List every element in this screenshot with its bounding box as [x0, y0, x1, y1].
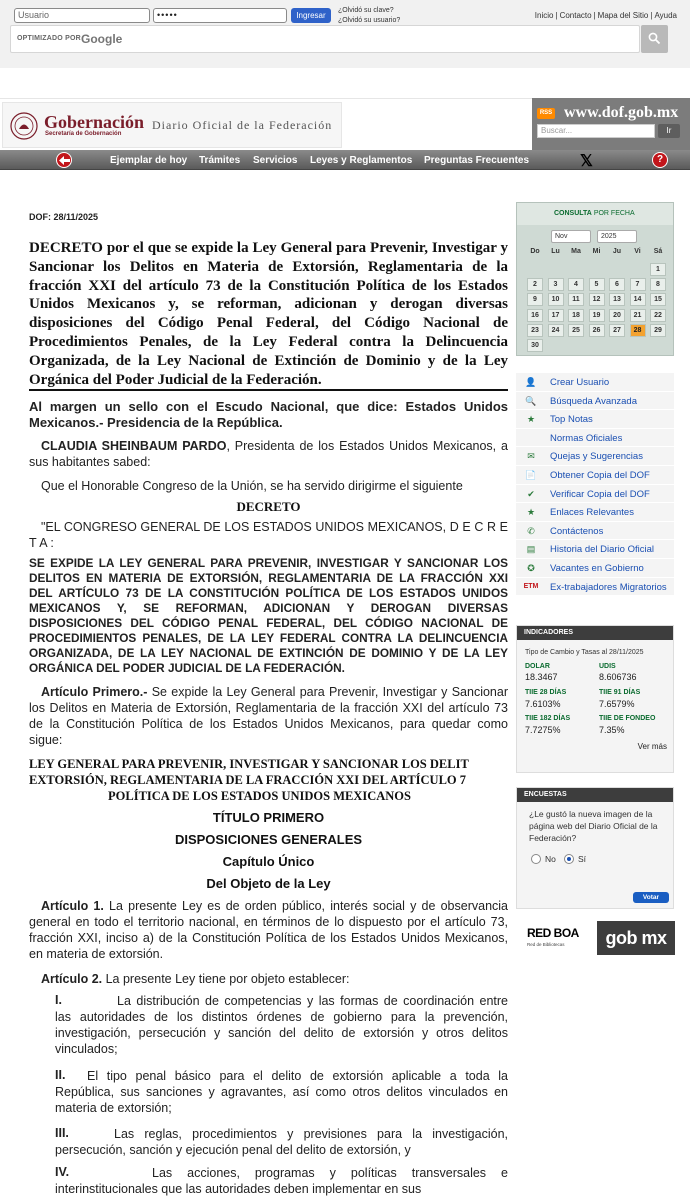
nav-servicios[interactable]: Servicios — [253, 155, 298, 166]
calendar-day[interactable]: 12 — [589, 293, 605, 306]
capitulo-unico: Capítulo Único — [222, 854, 315, 869]
calendar-day[interactable]: 5 — [589, 278, 605, 291]
sello-paragraph: Al margen un sello con el Escudo Nacional, que dice: Estados Unidos Mexicanos.- Presidencia de la República. — [29, 399, 508, 430]
dof-date: DOF: 28/11/2025 — [29, 212, 99, 222]
google-search-input[interactable] — [10, 25, 640, 53]
sidebar-link-label: Normas Oficiales — [550, 432, 623, 444]
indicator-label: DOLAR — [525, 663, 550, 670]
list-item: La distribución de competencias y las formas de coordinación entre las autoridades de los distintos órdenes de gobierno para la prevención, investigación, persecución y sanción del delito de extorsión y otros delitos vinculados; — [55, 994, 508, 1056]
articulo-1-text: La presente Ley es de orden público, interés social y de observancia general en todo el territorio nacional, en términos de lo dispuesto por el artículo 73, fracción XXI, inciso a) de la Constitución Política de los Estados Unidos Mexicanos, en materia de extorsión. — [29, 899, 508, 961]
indicator-value: 7.7275% — [525, 725, 561, 735]
encuestas-box — [516, 787, 674, 909]
star-icon: ★ — [526, 414, 536, 425]
x-social-icon[interactable]: 𝕏 — [580, 153, 593, 170]
item-number: I. — [55, 993, 62, 1007]
toplink-mapa[interactable]: Mapa del Sitio — [597, 11, 649, 20]
redboa-subtitle: Red de Bibliotecas — [527, 942, 565, 947]
presidenta-text: , Presidenta de los Estados Unidos Mexicanos, a sus habitantes sabed: — [29, 439, 508, 469]
national-seal-icon — [10, 112, 38, 140]
calendar-day[interactable]: 22 — [650, 309, 666, 322]
indicator-value: 7.35% — [599, 725, 625, 735]
calendar-title — [554, 210, 635, 217]
objeto-ley: Del Objeto de la Ley — [206, 876, 331, 891]
articulo-2-label: Artículo 2. — [41, 972, 103, 986]
blank-icon — [524, 432, 538, 444]
sidebar-link-label: Top Notas — [550, 414, 593, 426]
radio-si[interactable] — [564, 854, 574, 864]
month-select[interactable]: Nov — [551, 230, 591, 243]
history-icon: ▤ — [526, 544, 536, 555]
title-divider — [29, 389, 508, 391]
calendar-day[interactable]: 19 — [589, 309, 605, 322]
titulo-primero: TÍTULO PRIMERO — [212, 810, 325, 825]
links-star-icon: ★ — [526, 507, 536, 518]
calendar-day[interactable]: 15 — [650, 293, 666, 306]
sidebar-link-label: Ex-trabajadores Migratorios — [550, 581, 667, 593]
weekday-label: Ju — [612, 248, 622, 255]
feedback-icon: ✉ — [527, 451, 535, 462]
nav-preguntas[interactable]: Preguntas Frecuentes — [424, 155, 530, 166]
nav-tramites[interactable]: Trámites — [199, 155, 241, 166]
back-icon[interactable] — [56, 152, 72, 168]
calendar-day[interactable]: 10 — [548, 293, 564, 306]
search-icon — [648, 32, 661, 45]
top-links: Inicio | Contacto | Mapa del Sitio | Ayuda — [534, 11, 677, 20]
survey-question: ¿Le gustó la nueva imagen de la página web del Diario Oficial de la Federación? — [529, 809, 658, 843]
indicadores-box — [516, 625, 674, 773]
weekday-label: Vi — [634, 248, 641, 255]
weekday-label: Mi — [592, 248, 601, 255]
ley-title-line1: LEY GENERAL PARA PREVENIR, INVESTIGAR Y SANCIONAR LOS DELIT — [29, 757, 469, 771]
radio-no-label: No — [545, 854, 556, 864]
calendar-day[interactable]: 20 — [609, 309, 625, 322]
calendar-day[interactable]: 3 — [548, 278, 564, 291]
sidebar-link-label: Búsqueda Avanzada — [550, 395, 637, 407]
articulo-1 — [29, 898, 508, 962]
calendar-day[interactable]: 30 — [527, 339, 543, 352]
rss-icon[interactable]: RSS — [537, 108, 555, 119]
calendar-day[interactable]: 13 — [609, 293, 625, 306]
login-bar — [0, 68, 690, 98]
gobernacion-subtitle: Secretaría de Gobernación — [45, 131, 122, 137]
sidebar-link[interactable] — [516, 503, 674, 522]
encuestas-header — [517, 788, 673, 802]
calendar-day[interactable]: 7 — [630, 278, 646, 291]
calendar-title-main: CONSULTA — [554, 210, 592, 217]
username-input[interactable]: Usuario — [14, 8, 150, 23]
indicator-label: TIIE 28 DÍAS — [525, 689, 567, 696]
calendar-day[interactable]: 11 — [568, 293, 584, 306]
verify-icon: ✔ — [527, 488, 535, 499]
articulo-primero-label: Artículo Primero.- — [41, 685, 148, 699]
list-item: Las reglas, procedimientos y previsiones para la investigación, persecución, sanción y ejecución penal del delito de extorsión, y — [55, 1127, 508, 1157]
site-url: www.dof.gob.mx — [564, 104, 679, 121]
google-label: OPTIMIZADO POR — [17, 35, 81, 42]
password-input[interactable]: ••••• — [153, 8, 287, 23]
sidebar-link[interactable] — [516, 522, 674, 541]
articulo-primero — [29, 684, 508, 748]
radio-si-label: Sí — [578, 854, 587, 864]
calendar-day[interactable]: 1 — [650, 263, 666, 276]
dof-title: Diario Oficial de la Federación — [152, 118, 333, 132]
radio-no[interactable] — [531, 854, 541, 864]
calendar-day[interactable]: 21 — [630, 309, 646, 322]
item-number: III. — [55, 1126, 69, 1140]
ver-mas-link[interactable]: Ver más — [637, 742, 667, 751]
weekday-label: Do — [530, 248, 540, 255]
indicator-value: 8.606736 — [599, 672, 637, 682]
etm-icon: ETM — [523, 582, 539, 590]
ley-title-line2: EXTORSIÓN, REGLAMENTARIA DE LA FRACCIÓN XXI DEL ARTÍCULO 7 — [29, 773, 467, 787]
indicadores-header — [517, 626, 673, 640]
encuestas-title: ENCUESTAS — [524, 791, 567, 798]
presidenta-paragraph — [29, 438, 508, 470]
sidebar-link[interactable] — [516, 429, 674, 448]
sidebar-link[interactable] — [516, 466, 674, 485]
calendar-day[interactable]: 6 — [609, 278, 625, 291]
toplink-inicio[interactable]: Inicio — [534, 11, 554, 20]
year-select[interactable]: 2025 — [597, 230, 637, 243]
list-item: El tipo penal básico para el delito de extorsión aplicable a toda la República, sus sanciones y agravantes, así como otros delitos vinculados en materia de extorsión; — [55, 1069, 508, 1115]
sidebar-link[interactable] — [516, 559, 674, 578]
se-expide-paragraph: SE EXPIDE LA LEY GENERAL PARA PREVENIR, INVESTIGAR Y SANCIONAR LOS DELITOS EN MATERIA DE EXTORSIÓN, REGLAMENTARIA DE LA FRACCIÓN XXI DEL ARTÍCULO 73 DE LA CONSTITUCIÓN POLÍTICA DE LOS ESTADOS UNIDOS MEXICANOS Y, SE REFORMAN, ADICIONAN Y DEROGAN DIVERSAS DISPOSICIONES DEL CÓDIGO PENAL FEDERAL, DEL CÓDIGO NACIONAL DE PROCEDIMIENTOS PENALES, DE LA LEY FEDERAL CONTRA LA DELINCUENCIA ORGANIZADA, DE LA LEY NACIONAL DE EXTINCIÓN DE DOMINIO Y DE LA LEY ORGÁNICA DEL PODER JUDICIAL DE LA FEDERACIÓN. — [29, 556, 508, 675]
google-search-button[interactable] — [641, 25, 668, 53]
vote-button[interactable]: Votar — [633, 892, 669, 903]
sidebar-link-label: Crear Usuario — [550, 377, 610, 388]
redboa-text: RED BOA — [527, 926, 579, 940]
weekday-label: Sá — [653, 248, 663, 255]
sidebar-link-label: Contáctenos — [550, 525, 604, 537]
list-item: Las acciones, programas y políticas transversales e interinstitucionales que las autoridades deben implementar en sus — [55, 1166, 508, 1196]
calendar-day[interactable]: 14 — [630, 293, 646, 306]
item-number: IV. — [55, 1165, 70, 1179]
indicator-value: 7.6103% — [525, 699, 561, 709]
gobmx-logo[interactable]: gob mx — [597, 921, 675, 955]
sidebar-link[interactable] — [516, 392, 674, 411]
calendar-day[interactable]: 29 — [650, 324, 666, 337]
gobernacion-logo[interactable]: Gobernación — [44, 112, 145, 132]
calendar-day[interactable]: 23 — [527, 324, 543, 337]
weekday-label: Ma — [571, 248, 581, 255]
sidebar-link-label: Obtener Copia del DOF — [550, 470, 650, 481]
indicadores-caption: Tipo de Cambio y Tasas al 28/11/2025 — [525, 649, 644, 656]
calendar-day[interactable]: 2 — [527, 278, 543, 291]
decree-title: DECRETO por el que se expide la Ley General para Prevenir, Investigar y Sancionar los Delitos en Materia de Extorsión, Reglamentaria de la fracción XXI del artículo 73 de la Constitución Política de los Estados Unidos Mexicanos y, se reforman, adicionan y derogan diversas disposiciones del Código Penal Federal, del Código Nacional de Procedimientos Penales, de la Ley Federal contra la Delincuencia Organizada, de la Ley Nacional de Extinción de Dominio y de la Ley Orgánica del Poder Judicial de la Federación. — [29, 240, 508, 388]
nav-leyes[interactable]: Leyes y Reglamentos — [310, 155, 413, 166]
calendar-title-sub: POR FECHA — [593, 210, 635, 217]
articulo-primero-text: Se expide la Ley General para Prevenir, Investigar y Sancionar los Delitos en Materia de Extorsión, Reglamentaria de la fracción XXI del artículo 73 de la Constitución Política de los Estados Unidos Mexicanos, para quedar como sigue: — [29, 685, 508, 747]
calendar-day[interactable]: 25 — [568, 324, 584, 337]
calendar-day[interactable]: 18 — [568, 309, 584, 322]
indicadores-title: INDICADORES — [524, 629, 574, 636]
indicator-label: TIIE DE FONDEO — [599, 715, 656, 722]
presidenta-name: CLAUDIA SHEINBAUM PARDO — [41, 439, 227, 453]
site-search-button[interactable]: Ir — [658, 124, 680, 138]
calendar-day[interactable]: 26 — [589, 324, 605, 337]
contact-icon: ✆ — [527, 525, 535, 536]
sidebar-link[interactable] — [516, 447, 674, 466]
congreso-paragraph: Que el Honorable Congreso de la Unión, se ha servido dirigirme el siguiente — [41, 479, 463, 493]
sidebar-link-label: Enlaces Relevantes — [550, 507, 634, 519]
nav-ejemplar[interactable]: Ejemplar de hoy — [110, 155, 188, 166]
toplink-contacto[interactable]: Contacto — [559, 11, 592, 20]
indicator-label: TIIE 91 DÍAS — [599, 689, 641, 696]
date-calendar — [516, 202, 674, 356]
document-icon: 📄 — [525, 470, 537, 480]
search-advanced-icon: 🔍 — [525, 395, 537, 406]
disposiciones-generales: DISPOSICIONES GENERALES — [174, 832, 363, 847]
calendar-day[interactable]: 8 — [650, 278, 666, 291]
decreto-heading: DECRETO — [236, 499, 301, 514]
sidebar-link[interactable] — [516, 540, 674, 559]
sidebar-link-label: Historia del Diario Oficial — [550, 544, 655, 556]
redboa-logo[interactable] — [527, 924, 585, 952]
help-icon[interactable]: ? — [652, 152, 668, 168]
sidebar-link[interactable] — [516, 485, 674, 504]
calendar-day[interactable]: 4 — [568, 278, 584, 291]
sidebar-link-label: Verificar Copia del DOF — [550, 488, 650, 500]
user-icon: 👤 — [525, 377, 537, 387]
calendar-day[interactable]: 24 — [548, 324, 564, 337]
calendar-day[interactable]: 28 — [630, 324, 646, 337]
indicator-label: UDIS — [599, 663, 616, 670]
login-button[interactable]: Ingresar — [291, 8, 331, 23]
articulo-1-label: Artículo 1. — [41, 899, 104, 913]
sidebar-link-label: Vacantes en Gobierno — [550, 563, 644, 574]
google-logo: Google — [81, 32, 123, 46]
vacancies-icon: ✪ — [527, 563, 535, 573]
sidebar-link-label: Quejas y Sugerencias — [550, 451, 643, 463]
sidebar-link[interactable] — [516, 578, 674, 597]
toplink-ayuda[interactable]: Ayuda — [654, 11, 677, 20]
site-search-input[interactable]: Buscar... — [537, 124, 655, 138]
forgot-user-link[interactable]: ¿Olvidó su usuario? — [338, 17, 401, 24]
calendar-day[interactable]: 9 — [527, 293, 543, 306]
calendar-day[interactable]: 27 — [609, 324, 625, 337]
ley-title-line3: POLÍTICA DE LOS ESTADOS UNIDOS MEXICANOS — [108, 789, 411, 803]
indicator-label: TIIE 182 DÍAS — [525, 715, 571, 722]
articulo-2 — [29, 971, 508, 987]
calendar-day[interactable]: 17 — [548, 309, 564, 322]
articulo-2-text: La presente Ley tiene por objeto establecer: — [102, 972, 350, 986]
congreso-general: "EL CONGRESO GENERAL DE LOS ESTADOS UNIDOS MEXICANOS, D E C R E T A : — [29, 520, 508, 550]
weekday-label: Lu — [551, 248, 560, 255]
item-number: II. — [55, 1068, 66, 1082]
forgot-password-link[interactable]: ¿Olvidó su clave? — [338, 7, 394, 14]
sidebar-link[interactable] — [516, 373, 674, 392]
indicator-value: 7.6579% — [599, 699, 635, 709]
sidebar-link[interactable] — [516, 410, 674, 429]
calendar-day[interactable]: 16 — [527, 309, 543, 322]
indicator-value: 18.3467 — [525, 672, 558, 682]
